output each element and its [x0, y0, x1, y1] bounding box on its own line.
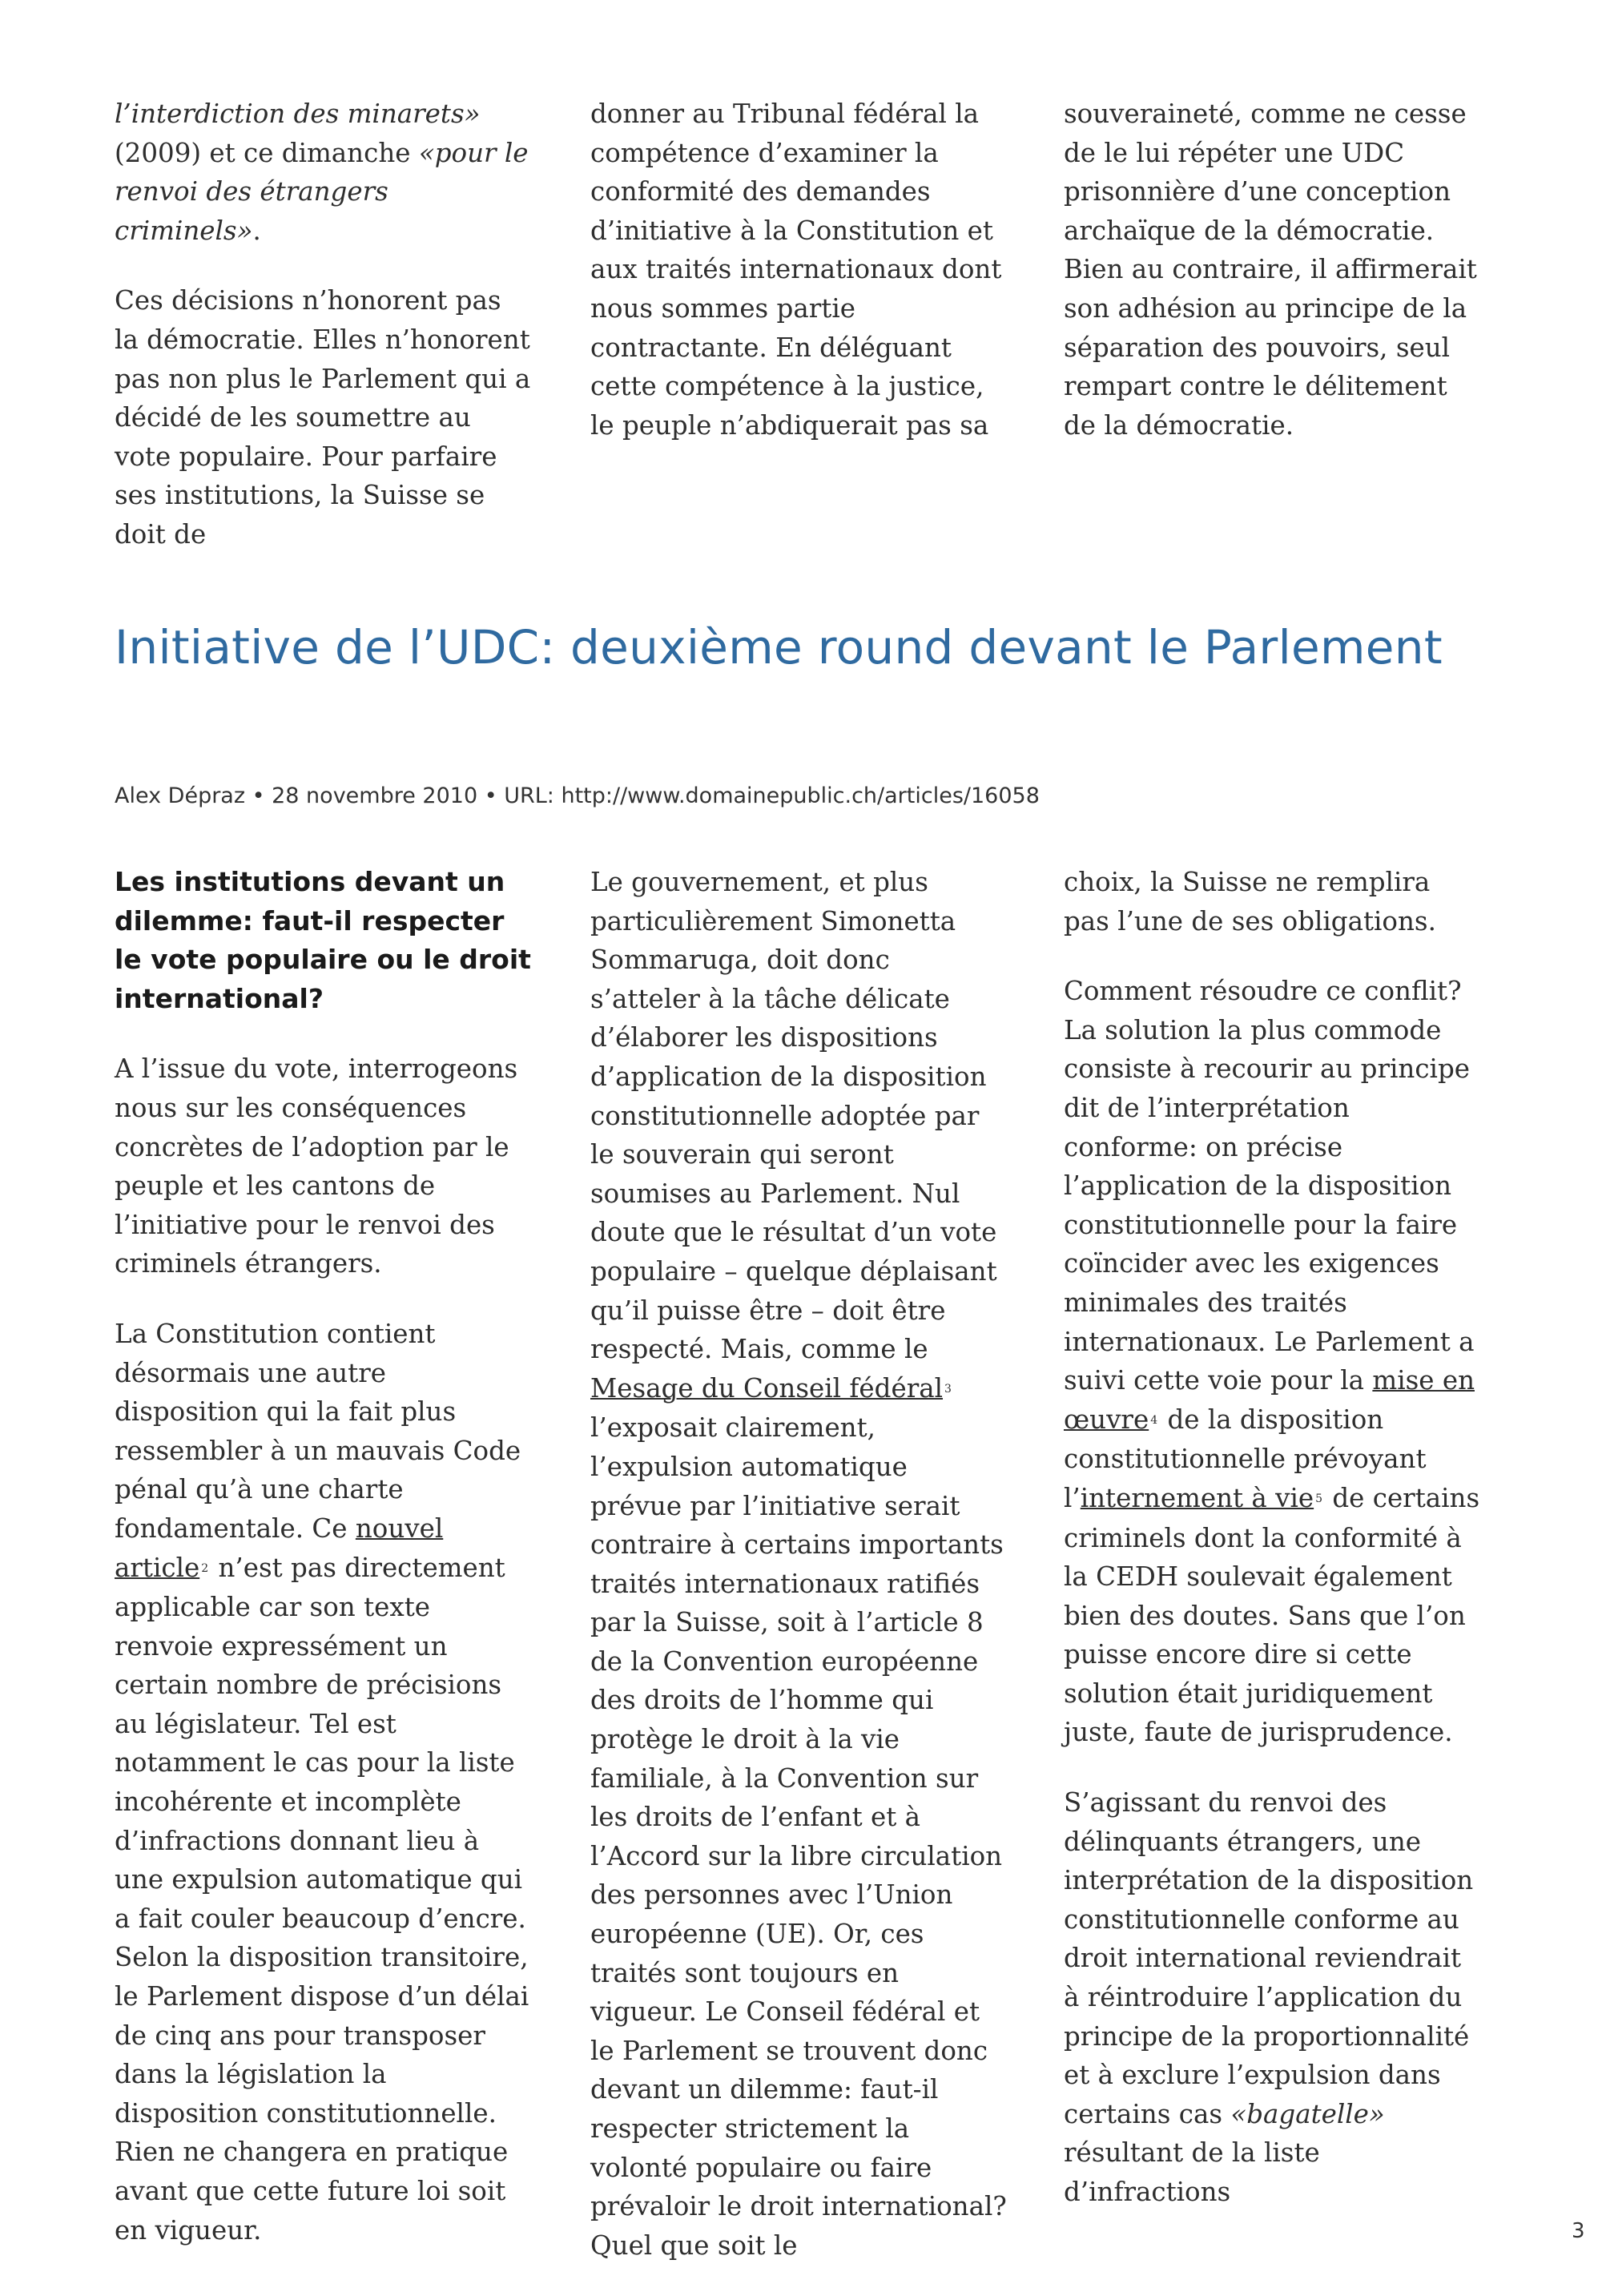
footnote-ref: 5 [1315, 1492, 1323, 1505]
article-paragraph: La Constitution contient désormais une autre disposition qui la fait plus ressembler à un mauvais Code pénal qu’à une charte fondamentale. Ce nouvel article $^2$ n’est pas directement applicable car son texte renvoie expressément un certain nombre de précisions au législateur. Tel est notamment le cas pour la liste incohérente et incomplète d’infractions donnant lieu à une expulsion automatique qui a fait couler beaucoup d’encre. Selon la disposition transitoire, le Parlement dispose d’un délai de cinq ans pour transposer dans la législation la disposition constitutionnelle. Rien ne changera en pratique avant que cette future loi soit en vigueur. [115, 1318, 529, 2246]
article-paragraph: A l’issue du vote, interrogeons nous sur les conséquences concrètes de l’adoption par le peuple et les cantons de l’initiative pour le renvoi des criminels étrangers. [115, 1053, 518, 1279]
article-byline: Alex Dépraz • 28 novembre 2010 • URL: http://www.domainepublic.ch/articles/16058 [115, 783, 1040, 808]
article-paragraph: Le gouvernement, et plus particulièrement Simonetta Sommaruga, doit donc s’atteler à la tâche délicate d’élaborer les dispositions d’application de la disposition constitutionnelle adoptée par le souverain qui seront soumises au Parlement. Nul doute que le résultat d’un vote populaire – quelque déplaisant qu’il puisse être – doit être respecté. Mais, comme le Mesage du Conseil fédéral $^3$ l’exposait clairement, l’expulsion automatique prévue par l’initiative serait contraire à certains importants traités internationaux ratifiés par la Suisse, soit à l’article 8 de la Convention européenne des droits de l’homme qui protège le droit à la vie familiale, à la Convention sur les droits de l’enfant et à l’Accord sur la libre circulation des personnes avec l’Union européenne (UE). Or, ces traités sont toujours en vigueur. Le Conseil fédéral et le Parlement se trouvent donc devant un dilemme: faut-il respecter strictement la volonté populaire ou faire prévaloir le droit international? Quel que soit le [590, 867, 1007, 2261]
prev-paragraph: Ces décisions n’honorent pas la démocratie. Elles n’honorent pas non plus le Parlement qui a décidé de les soumettre au vote populaire. Pour parfaire ses institutions, la Suisse se doit de [115, 285, 531, 550]
article-paragraph: choix, la Suisse ne remplira pas l’une de ses obligations. [1064, 867, 1436, 937]
article-paragraph: S’agissant du renvoi des délinquants étrangers, une interprétation de la disposition constitutionnelle conforme au droit international reviendrait à réintroduire l’application du principe de la proportionnalité et à exclure l’expulsion dans certains cas «bagatelle» résultant de la liste d’infractions [1064, 1787, 1474, 2207]
footnote-ref: 2 [201, 1561, 209, 1575]
link-nouvel-article[interactable]: nouvel article [115, 1513, 444, 1583]
link-internement-a-vie[interactable]: internement à vie [1080, 1482, 1314, 1513]
italic-quote: l’interdiction des minarets» [115, 99, 481, 129]
prev-paragraph: l’interdiction des minarets» (2009) et ce dimanche «pour le renvoi des étrangers criminels». [115, 99, 529, 246]
article-column-1 [115, 863, 531, 2281]
prev-article-column-3 [1064, 95, 1480, 476]
italic-quote: «pour le renvoi des étrangers criminels» [115, 137, 529, 246]
article-title: Initiative de l’UDC: deuxième round devant le Parlement [115, 620, 1443, 675]
footnote-ref: 3 [944, 1382, 952, 1396]
article-column-3 [1064, 863, 1480, 2243]
article-subheading: Les institutions devant un dilemme: faut-il respecter le vote populaire ou le droit international? [115, 866, 531, 1014]
prev-paragraph: souveraineté, comme ne cesse de le lui répéter une UDC prisonnière d’une conception archaïque de la démocratie. Bien au contraire, il affirmerait son adhésion au principe de la séparation des pouvoirs, seul rempart contre le délitement de la démocratie. [1064, 99, 1477, 441]
footnote-ref: 4 [1150, 1413, 1158, 1427]
italic-quote: «bagatelle» [1230, 2098, 1385, 2129]
link-mise-en-oeuvre[interactable]: mise en œuvre [1064, 1365, 1475, 1435]
page-number: 3 [1572, 2219, 1585, 2243]
article-paragraph: Comment résoudre ce conflit? La solution la plus commode consiste à recourir au principe dit de l’interprétation conforme: on précise l’application de la disposition constitutionnelle pour la faire coïncider avec les exigences minimales des traités internationaux. Le Parlement a suivi cette voie pour la mise en œuvre $^4$ de la disposition constitutionnelle prévoyant l’internement à vie $^5$ de certains criminels dont la conformité à la CEDH soulevait également bien des doutes. Sans que l’on puisse encore dire si cette solution était juridiquement juste, faute de jurisprudence. [1064, 976, 1480, 1748]
link-message-conseil-federal[interactable]: Mesage du Conseil fédéral [590, 1372, 944, 1404]
prev-article-column-2 [590, 95, 1007, 476]
prev-article-column-1 [115, 95, 531, 586]
prev-paragraph: donner au Tribunal fédéral la compétence d’examiner la conformité des demandes d’initiative à la Constitution et aux traités internationaux dont nous sommes partie contractante. En déléguant cette compétence à la justice, le peuple n’abdiquerait pas sa [590, 99, 1002, 441]
article-column-2 [590, 863, 1007, 2296]
